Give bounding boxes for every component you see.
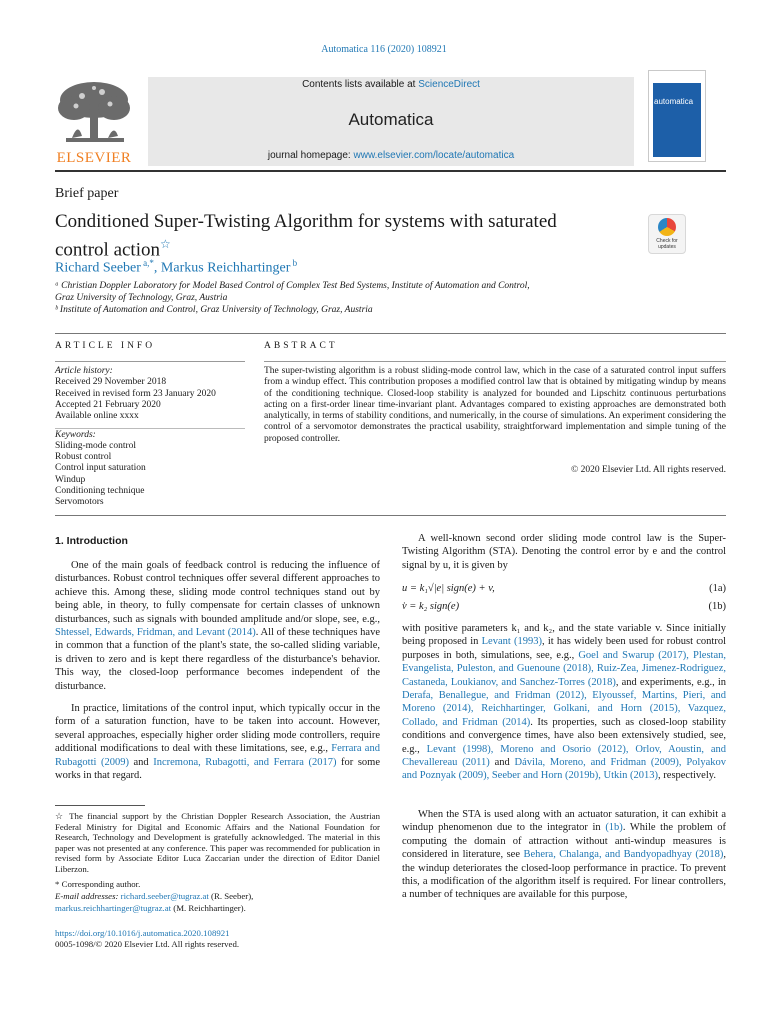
article-type: Brief paper (55, 186, 119, 201)
title-footnote-mark[interactable]: ☆ (160, 237, 171, 251)
cover-title: automatica (654, 97, 694, 106)
check-for-updates-badge[interactable] (648, 214, 686, 254)
citation-link[interactable]: Goel and Swarup (2017), Plestan, Evangelista, Puleston, and Guenoune (2018), Ruiz-Zea, Jimenez-Rodriguez, Castaneda, Loukianov, and Sanchez-Torres (2018) (402, 649, 726, 688)
keyword-item: Conditioning technique (55, 486, 145, 496)
keyword-item: Robust control (55, 452, 112, 462)
body-paragraph: When the STA is used along with an actuator saturation, it can exhibit a windup phenomenon due to the integrator in (1b). While the problem of computing the domain of attraction without anti-windup measures is considered in literature, see Behera, Chalanga, and Bandyopadhyay (2018), the windup deteriorates the closed-loop performance in practice. To prevent this, a modification of the algorithm itself is required. For linear controllers, a number of techniques are available for this purpose, (402, 809, 726, 901)
keyword-item: Windup (55, 475, 86, 485)
body-paragraph: A well-known second order sliding mode control law is the Super-Twisting Algorithm (STA). Denoting the control error by e and the control signal by u, it is given by (402, 533, 726, 571)
journal-name: Automatica (348, 110, 434, 129)
homepage-line: journal homepage: www.elsevier.com/locate/automatica (267, 150, 515, 161)
equation-number: (1b) (708, 601, 726, 612)
citation-link[interactable]: Levant (1998), Moreno and Osorio (2012), Orlov, Aoustin, and Chevallereau (2011) (402, 743, 726, 769)
keyword-item: Sliding-mode control (55, 441, 137, 451)
author-name[interactable]: Richard Seeber (55, 260, 141, 276)
journal-cover-thumbnail (648, 70, 706, 162)
affiliation-line: ᵇ Institute of Automation and Control, Graz University of Technology, Graz, Austria (55, 305, 373, 315)
abstract-rule (264, 361, 726, 362)
contents-line: Contents lists available at ScienceDirect (302, 79, 480, 90)
section-heading: 1. Introduction (55, 535, 128, 547)
journal-homepage-link[interactable]: www.elsevier.com/locate/automatica (353, 150, 515, 161)
abstract-text: The super-twisting algorithm is a robust sliding-mode control law, which in the case of a saturated control input suffers from a windup effect. This contribution proposes a modified control law that is obtained by mitigating windup by means of the conditioning technique. Closed-loop stability is analyzed for bounded and Lipschitz continuous perturbations acting on a first-order linear time-invariant plant. Advantages compared to existing approaches are demonstrated both analytically, in terms of stability conditions, and numerically, in the course of simulations. An experiment considering the control of a servomotor demonstrates the practical usability, straightforward implementation and simple tuning of the proposed controller. (264, 366, 726, 444)
doi-link[interactable]: https://doi.org/10.1016/j.automatica.2020.108921 (55, 928, 230, 938)
issn-line: 0005-1098/© 2020 Elsevier Ltd. All rights reserved. (55, 939, 240, 949)
author-separator: , (153, 260, 161, 276)
keyword-item: Control input saturation (55, 463, 146, 473)
check-for-updates-label: Check for updates (656, 238, 678, 250)
email-link[interactable]: markus.reichhartinger@tugraz.at (55, 903, 172, 913)
equation-number: (1a) (709, 583, 726, 594)
history-line: Received in revised form 23 January 2020 (55, 389, 216, 399)
crossmark-icon (658, 218, 676, 236)
section-rule (55, 333, 726, 334)
intro-paragraph: One of the main goals of feedback control is reducing the influence of disturbances. Robust control techniques offer several different approaches to achieve this. Among these, sliding mode control techniques stand out by being able, in theory, to fully compensate for certain classes of unknown disturbances, such as signals with bounded amplitude and/or slope, see, e.g., Shtessel, Edwards, Fridman, and Levant (2014). All of these techniques have in common that a function of the plant's state, the so-called sliding variable, is driven to zero and is kept there regardless of the disturbance's behavior. This way, the closed-loop performance becomes independent of the disturbance. (55, 560, 380, 692)
keywords-rule (55, 428, 245, 429)
email-footnote: E-mail addresses: richard.seeber@tugraz.at (R. Seeber), (55, 891, 254, 901)
citation-link[interactable]: Levant (1993) (481, 636, 542, 648)
citation-link[interactable]: Ferrara and Rubagotti (2009) (55, 743, 380, 768)
article-info-rule (55, 361, 245, 362)
paper-title: Conditioned Super-Twisting Algorithm for systems with saturated control action☆ (55, 211, 557, 261)
keyword-item: Servomotors (55, 497, 104, 507)
abstract-bottom-rule (55, 515, 726, 516)
header-rule (55, 170, 726, 172)
citation-link[interactable]: Dávila, Moreno, and Fridman (2009), Polyakov and Poznyak (2009), Seeber and Horn (2019b), Utkin (2013) (402, 757, 726, 782)
abstract-copyright: © 2020 Elsevier Ltd. All rights reserved. (571, 465, 726, 475)
author-affiliation-mark: b (290, 258, 298, 268)
citation-link[interactable]: Incremona, Rubagotti, and Ferrara (2017) (153, 756, 337, 768)
author-name[interactable]: Markus Reichhartinger (160, 260, 291, 276)
footnote-rule (55, 805, 145, 806)
journal-reference[interactable]: Automatica 116 (2020) 108921 (321, 44, 447, 55)
author-affiliation-mark: a,* (140, 258, 154, 268)
citation-link[interactable]: Derafa, Benallegue, and Fridman (2012), Elyoussef, Martins, Pieri, and Moreno (2014), Reichhartinger, Golkani, and Horn (2015), Vazquez, Collado, and Fridman (2014) (402, 690, 726, 728)
history-line: Available online xxxx (55, 411, 139, 421)
funding-footnote: ☆ The financial support by the Christian Doppler Research Association, the Austrian Federal Ministry for Digital and Economic Affairs and the National Foundation for Research, Technology and Development is gratefully acknowledged. The material in this paper was not presented at any conference. This paper was recommended for publication in revised form by Associate Editor Luca Zaccarian under the direction of Editor Daniel Liberzon. (55, 811, 380, 874)
history-line: Accepted 21 February 2020 (55, 400, 161, 410)
corresponding-author-note: * Corresponding author. (55, 879, 141, 889)
email-link[interactable]: richard.seeber@tugraz.at (120, 891, 209, 901)
history-line: Received 29 November 2018 (55, 377, 167, 387)
article-history-label: Article history: (55, 366, 113, 376)
affiliation-line: Graz University of Technology, Graz, Austria (55, 293, 228, 303)
author-list (55, 258, 297, 277)
citation-link[interactable]: Behera, Chalanga, and Bandyopadhyay (2018) (523, 849, 724, 861)
body-paragraph: with positive parameters k₁ and k₂, and the state variable v. Since initially being proposed in Levant (1993), it has widely been used for robust control purposes in both, simulations, see, e.g., Goel and Swarup (2017), Plestan, Evangelista, Puleston, and Guenoune (2018), Ruiz-Zea, Jimenez-Rodriguez, Castaneda, Loukianov, and Sanchez-Torres (2018), and experiments, e.g., in Derafa, Benallegue, and Fridman (2012), Elyoussef, Martins, Pieri, and Moreno (2014), Reichhartinger, Golkani, and Horn (2015), Vazquez, Collado, and Fridman (2014). Its properties, such as closed-loop stability conditions and convergence times, have also been extensively studied, see, e.g., Levant (1998), Moreno and Osorio (2012), Orlov, Aoustin, and Chevallereau (2011) and Dávila, Moreno, and Fridman (2009), Polyakov and Poznyak (2009), Seeber and Horn (2019b), Utkin (2013), respectively. (402, 623, 726, 782)
equation-reference-link[interactable]: (1b) (605, 822, 623, 834)
affiliation-line: ᵃ Christian Doppler Laboratory for Model Based Control of Complex Test Bed Systems, Institute of Automation and Control, (55, 281, 530, 291)
email-footnote: markus.reichhartinger@tugraz.at (M. Reichhartinger). (55, 903, 246, 913)
citation-link[interactable]: Shtessel, Edwards, Fridman, and Levant (2014) (55, 627, 256, 639)
intro-paragraph: In practice, limitations of the control input, which typically occur in the form of a saturation function, have to be taken into account. However, several approaches, especially higher order sliding mode controllers, require additional modifications to deal with these limitations, see, e.g., Ferrara and Rubagotti (2009) and Incremona, Rubagotti, and Ferrara (2017) for some works in that regard. (55, 703, 380, 782)
equation-1a: u = k₁√|e| sign(e) + v, (1a) (402, 583, 726, 594)
equation-1b: v̇ = k₂ sign(e) (1b) (402, 601, 726, 612)
publisher-name: ELSEVIER (56, 150, 132, 166)
article-info-heading: ARTICLE INFO (55, 341, 156, 351)
cover-band (653, 83, 701, 157)
sciencedirect-link[interactable]: ScienceDirect (418, 79, 480, 90)
abstract-heading: ABSTRACT (264, 341, 338, 351)
keywords-label: Keywords: (55, 430, 96, 440)
